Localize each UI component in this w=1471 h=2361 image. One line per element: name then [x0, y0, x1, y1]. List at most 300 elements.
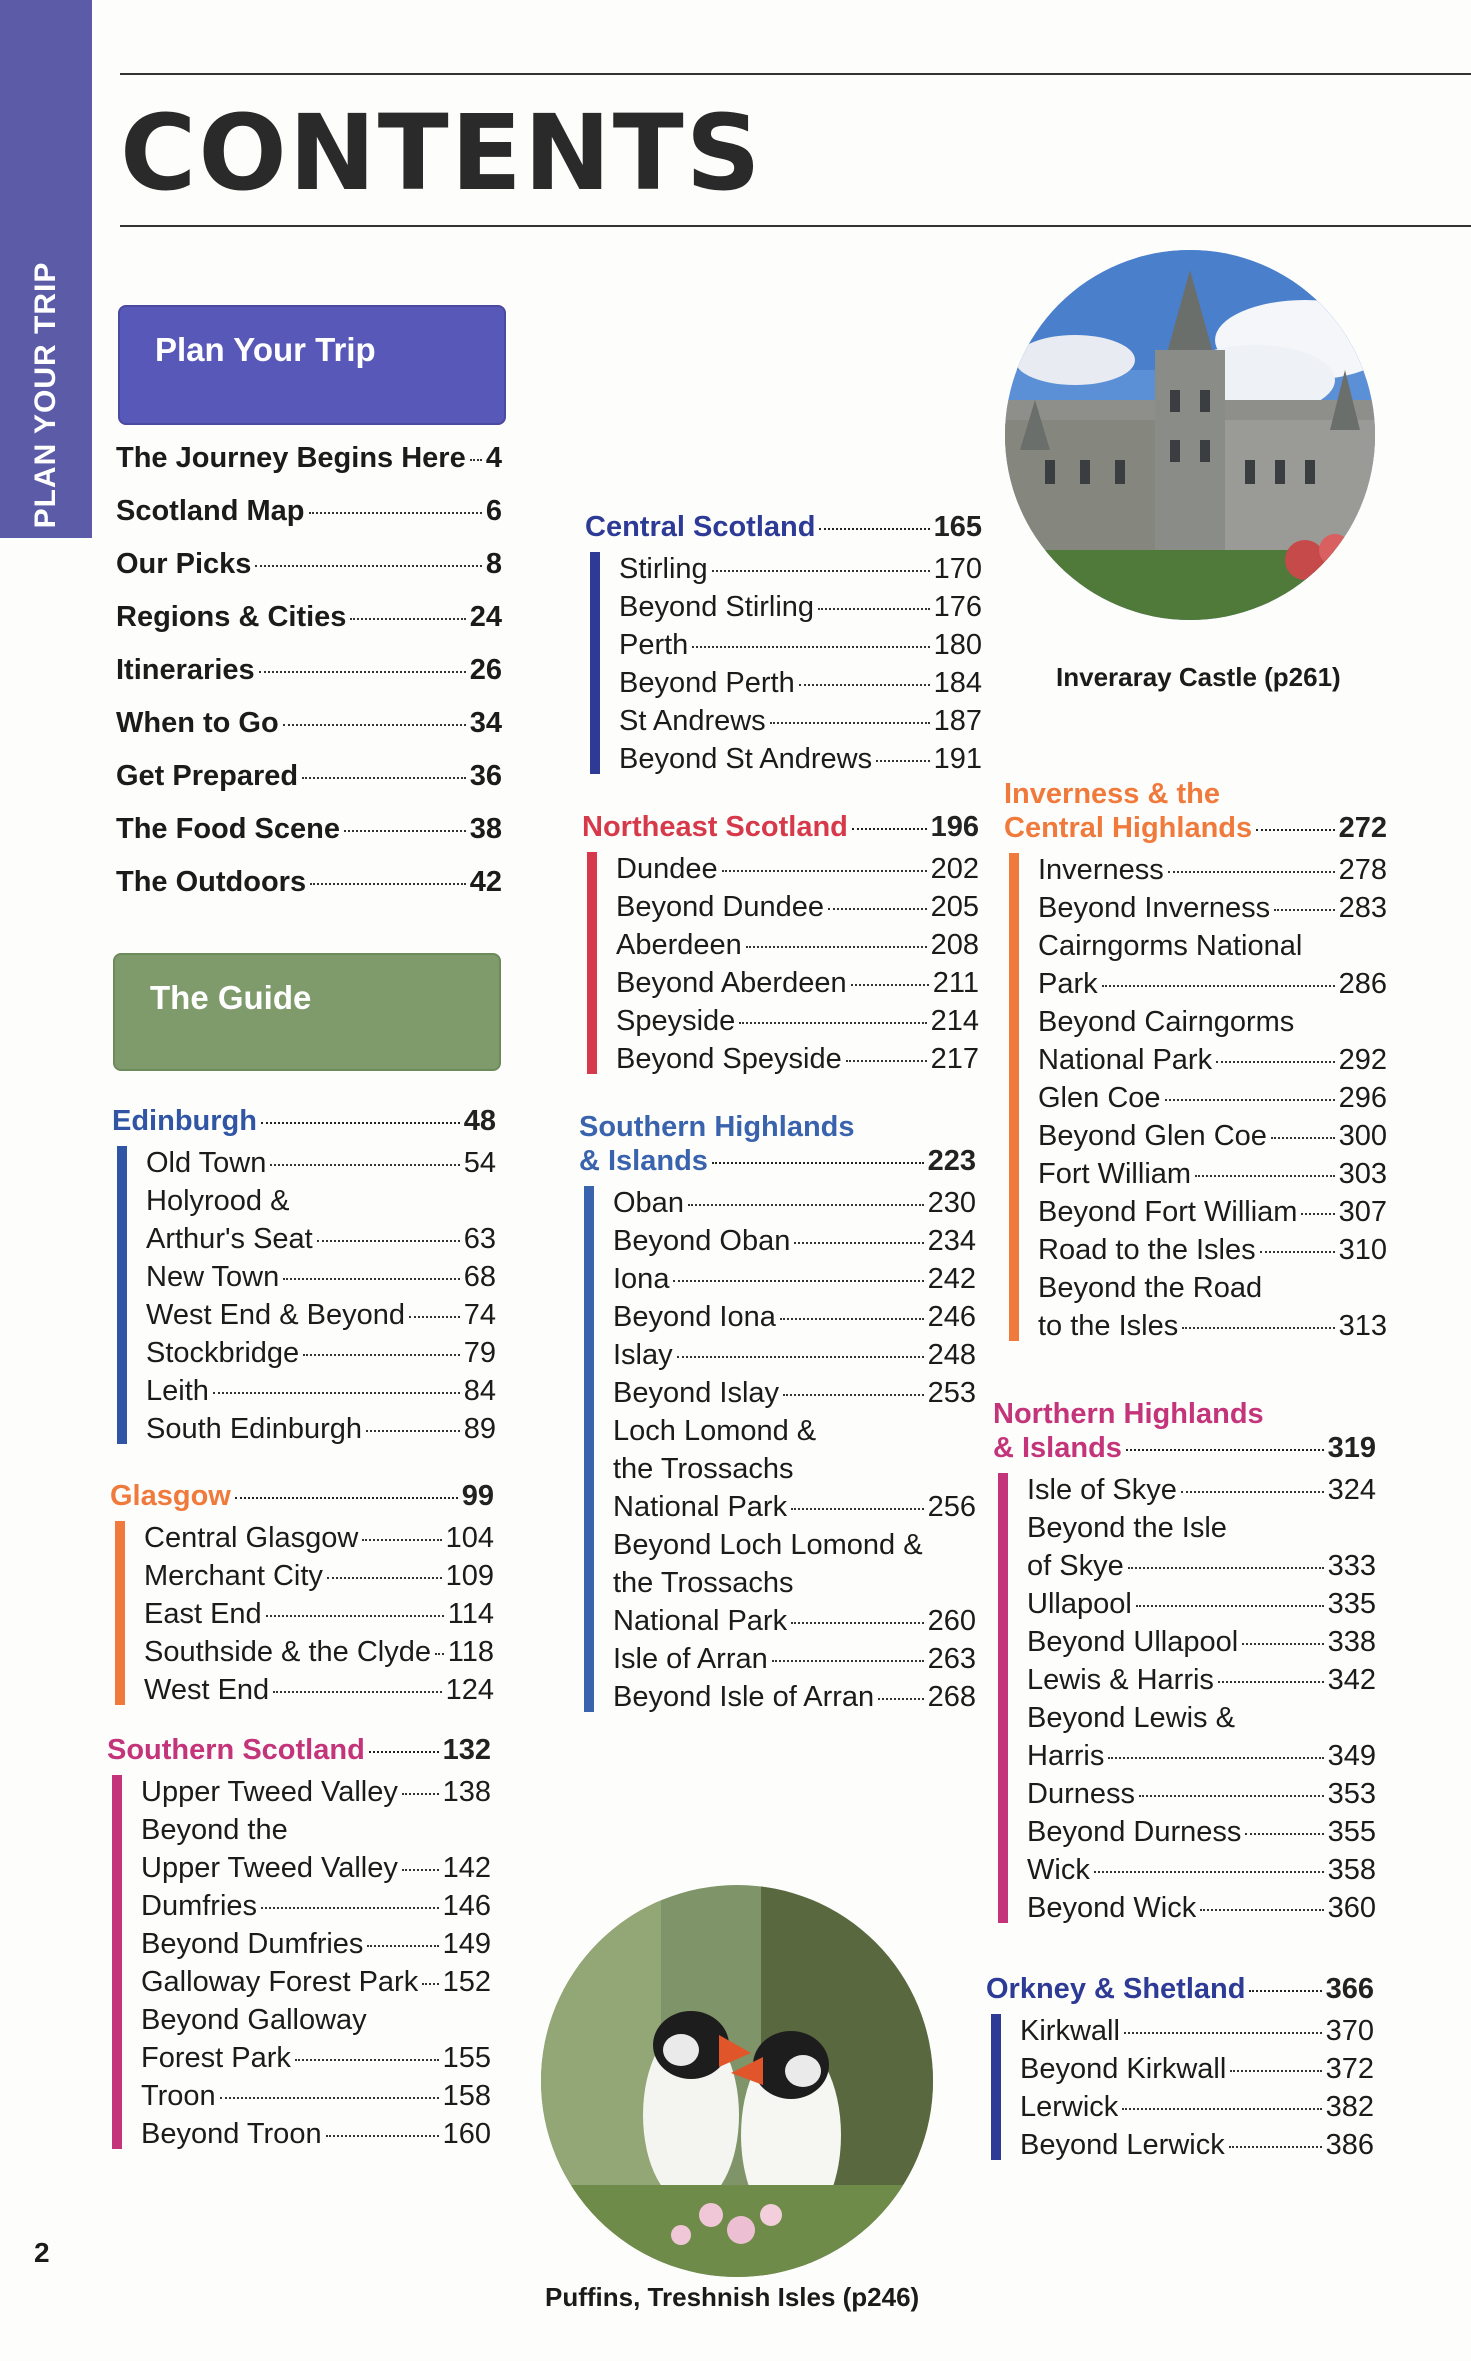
toc-entry-page: 382 [1325, 2091, 1374, 2123]
section-color-bar [584, 1186, 594, 1712]
leader-dots [828, 908, 927, 910]
plan-item-page: 8 [485, 548, 502, 580]
toc-entry[interactable] [613, 1678, 976, 1716]
leader-dots [366, 1430, 460, 1432]
leader-dots [261, 1907, 439, 1909]
leader-dots [1200, 1909, 1323, 1911]
toc-entry-label: Aberdeen [616, 929, 742, 961]
toc-entry-line: Beyond Lewis & [1027, 1702, 1235, 1734]
leader-dots [852, 828, 927, 830]
toc-entry-page: 214 [930, 1005, 979, 1037]
toc-entry-label: Beyond Inverness [1038, 892, 1271, 924]
toc-entry[interactable] [1038, 1155, 1387, 1193]
toc-entry-page: 211 [932, 967, 979, 999]
leader-dots [876, 760, 930, 762]
leader-dots [1301, 1213, 1334, 1215]
guide-banner-label: The Guide [150, 979, 312, 1016]
toc-entry-page: 333 [1327, 1550, 1376, 1582]
section-title-line2: Central Highlands [1004, 812, 1253, 844]
toc-entry-label: Troon [141, 2080, 216, 2112]
leader-dots [1245, 1833, 1323, 1835]
section-page: 319 [1327, 1432, 1376, 1464]
toc-entry-page: 230 [927, 1187, 976, 1219]
toc-entry-line: Beyond the Isle [1027, 1512, 1227, 1544]
toc-entry-label: Beyond Troon [141, 2118, 322, 2150]
toc-entry-label: Upper Tweed Valley [141, 1776, 398, 1808]
toc-entry-label: Upper Tweed Valley [141, 1852, 398, 1884]
toc-entry[interactable] [1027, 1585, 1376, 1623]
toc-entry[interactable] [1038, 1231, 1387, 1269]
toc-entry-page: 160 [442, 2118, 491, 2150]
toc-entry[interactable] [616, 888, 979, 926]
plan-item[interactable] [116, 866, 502, 919]
toc-entry[interactable] [619, 702, 982, 740]
toc-entry[interactable] [616, 1040, 979, 1078]
toc-entry[interactable] [1027, 1509, 1376, 1585]
leader-dots [1256, 829, 1334, 831]
leader-dots [780, 1318, 924, 1320]
section-entries [579, 1184, 976, 1716]
section-heading[interactable] [1004, 777, 1387, 845]
toc-entry-label: Ullapool [1027, 1588, 1132, 1620]
toc-entry-page: 278 [1338, 854, 1387, 886]
toc-entry-page: 124 [445, 1674, 494, 1706]
section-page: 48 [463, 1105, 496, 1137]
plan-item-page: 38 [469, 813, 502, 845]
leader-dots [1181, 1491, 1324, 1493]
toc-entry-page: 109 [445, 1560, 494, 1592]
toc-entry-label: Islay [613, 1339, 673, 1371]
section-title: Northeast Scotland [582, 811, 848, 843]
toc-entry-line: Loch Lomond & [613, 1415, 817, 1447]
toc-entry-page: 310 [1338, 1234, 1387, 1266]
section-heading[interactable] [112, 1104, 496, 1138]
leader-dots [1165, 1099, 1335, 1101]
toc-entry[interactable] [141, 2115, 491, 2153]
toc-entry-label: Wick [1027, 1854, 1090, 1886]
plan-item-label: The Outdoors [116, 866, 307, 898]
toc-entry-label: West End & Beyond [146, 1299, 406, 1331]
toc-entry[interactable] [619, 626, 982, 664]
section-glasgow [110, 1479, 494, 1709]
section-entries [585, 550, 982, 778]
toc-entry-label: Beyond Dumfries [141, 1928, 364, 1960]
toc-entry[interactable] [613, 1374, 976, 1412]
toc-entry-page: 187 [933, 705, 982, 737]
toc-entry-label: Lerwick [1020, 2091, 1119, 2123]
leader-dots [220, 2097, 439, 2099]
toc-entry-page: 342 [1327, 1664, 1376, 1696]
leader-dots [819, 528, 929, 530]
toc-entry[interactable] [1038, 889, 1387, 927]
plan-item-label: Scotland Map [116, 495, 305, 527]
toc-entry[interactable] [619, 588, 982, 626]
toc-entry[interactable] [1038, 1269, 1387, 1345]
leader-dots [1249, 1990, 1321, 1992]
plan-banner-label: Plan Your Trip [155, 331, 376, 368]
leader-dots [818, 608, 930, 610]
leader-dots [1126, 1449, 1324, 1451]
toc-entry[interactable] [1027, 1699, 1376, 1775]
toc-entry[interactable] [1027, 1775, 1376, 1813]
toc-entry-page: 68 [463, 1261, 496, 1293]
toc-entry-label: Beyond Wick [1027, 1892, 1197, 1924]
section-page: 196 [930, 811, 979, 843]
toc-entry-label: Beyond Glen Coe [1038, 1120, 1267, 1152]
toc-entry-label: Beyond Oban [613, 1225, 791, 1257]
leader-dots [1242, 1643, 1323, 1645]
plan-item-page: 26 [469, 654, 502, 686]
toc-entry-page: 208 [930, 929, 979, 961]
toc-entry-label: Dundee [616, 853, 718, 885]
toc-entry[interactable] [141, 1963, 491, 2001]
section-edinburgh [112, 1104, 496, 1448]
toc-entry-page: 146 [442, 1890, 491, 1922]
toc-entry[interactable] [1020, 2012, 1374, 2050]
toc-entry[interactable] [613, 1298, 976, 1336]
plan-item-page: 34 [469, 707, 502, 739]
toc-entry[interactable] [613, 1412, 976, 1526]
leader-dots [261, 1122, 460, 1124]
toc-entry-page: 180 [933, 629, 982, 661]
plan-item[interactable] [116, 601, 502, 654]
toc-entry-label: Speyside [616, 1005, 736, 1037]
toc-entry-label: Fort William [1038, 1158, 1192, 1190]
toc-entry-label: Beyond Speyside [616, 1043, 842, 1075]
toc-entry[interactable] [146, 1334, 496, 1372]
toc-entry[interactable] [144, 1633, 494, 1671]
toc-entry[interactable] [619, 664, 982, 702]
section-color-bar [115, 1521, 125, 1705]
toc-entry-page: 335 [1327, 1588, 1376, 1620]
leader-dots [712, 1162, 924, 1164]
leader-dots [1139, 1795, 1324, 1797]
plan-item[interactable] [116, 813, 502, 866]
plan-item-label: Our Picks [116, 548, 252, 580]
toc-entry-label: Arthur's Seat [146, 1223, 313, 1255]
leader-dots [1274, 909, 1334, 911]
toc-entry-page: 260 [927, 1605, 976, 1637]
section-color-bar [998, 1473, 1008, 1923]
toc-entry-label: Beyond Stirling [619, 591, 815, 623]
toc-entry[interactable] [141, 1887, 491, 1925]
toc-entry[interactable] [141, 1773, 491, 1811]
toc-entry-page: 256 [927, 1491, 976, 1523]
section-title-line1: Southern Highlands [579, 1111, 855, 1143]
leader-dots [402, 1793, 439, 1795]
toc-entry-label: Beyond Ullapool [1027, 1626, 1239, 1658]
toc-entry-page: 253 [927, 1377, 976, 1409]
toc-entry-line: Beyond the [141, 1814, 288, 1846]
section-heading[interactable] [579, 1110, 976, 1178]
toc-entry-page: 155 [442, 2042, 491, 2074]
toc-entry-label: Durness [1027, 1778, 1135, 1810]
toc-entry-label: Leith [146, 1375, 209, 1407]
section-title-line2: & Islands [579, 1145, 708, 1177]
toc-entry[interactable] [616, 1002, 979, 1040]
leader-dots [799, 684, 930, 686]
toc-entry[interactable] [616, 850, 979, 888]
toc-entry[interactable] [1027, 1623, 1376, 1661]
toc-entry[interactable] [1027, 1851, 1376, 1889]
plan-item[interactable] [116, 548, 502, 601]
toc-entry[interactable] [144, 1671, 494, 1709]
side-tab-label: PLAN YOUR TRIP [29, 261, 62, 529]
leader-dots [1271, 1137, 1335, 1139]
leader-dots [770, 722, 930, 724]
section-northern-highlands [993, 1397, 1376, 1927]
toc-entry-line: Cairngorms National [1038, 930, 1303, 962]
toc-entry[interactable] [1038, 1079, 1387, 1117]
toc-entry-page: 63 [463, 1223, 496, 1255]
plan-item-label: The Food Scene [116, 813, 340, 845]
section-title: Glasgow [110, 1480, 231, 1512]
toc-entry[interactable] [1020, 2126, 1374, 2164]
section-heading[interactable] [993, 1397, 1376, 1465]
plan-item-page: 42 [469, 866, 502, 898]
toc-entry-label: Beyond St Andrews [619, 743, 873, 775]
plan-item-page: 6 [485, 495, 502, 527]
toc-entry-label: Central Glasgow [144, 1522, 359, 1554]
toc-entry[interactable] [1027, 1813, 1376, 1851]
leader-dots [739, 1022, 926, 1024]
toc-entry[interactable] [144, 1519, 494, 1557]
toc-entry-line: Beyond the Road [1038, 1272, 1263, 1304]
toc-entry[interactable] [141, 2001, 491, 2077]
toc-entry-label: East End [144, 1598, 262, 1630]
puffins-caption: Puffins, Treshnish Isles (p246) [545, 2282, 920, 2312]
leader-dots [1128, 1567, 1324, 1569]
toc-entry-page: 349 [1327, 1740, 1376, 1772]
toc-entry-page: 176 [933, 591, 982, 623]
toc-entry[interactable] [1038, 1117, 1387, 1155]
side-tab [0, 0, 92, 538]
toc-entry-label: Isle of Arran [613, 1643, 768, 1675]
toc-entry-label: Old Town [146, 1147, 267, 1179]
toc-entry-label: of Skye [1027, 1550, 1124, 1582]
leader-dots [783, 1394, 924, 1396]
toc-entry[interactable] [1038, 1003, 1387, 1079]
leader-dots [851, 984, 929, 986]
toc-entry-label: Southside & the Clyde [144, 1636, 431, 1668]
section-color-bar [117, 1146, 127, 1444]
toc-entry[interactable] [619, 740, 982, 778]
plan-item[interactable] [116, 760, 502, 813]
toc-entry-page: 149 [442, 1928, 491, 1960]
leader-dots [402, 1869, 439, 1871]
leader-dots [1124, 2032, 1322, 2034]
section-entries [1004, 851, 1387, 1345]
leader-dots [259, 671, 466, 673]
toc-entry-page: 286 [1338, 968, 1387, 1000]
toc-entry-page: 152 [442, 1966, 491, 1998]
toc-entry-label: Galloway Forest Park [141, 1966, 419, 1998]
section-heading[interactable] [585, 510, 982, 544]
toc-entry-label: Inverness [1038, 854, 1164, 886]
plan-item-page: 24 [469, 601, 502, 633]
section-entries [582, 850, 979, 1078]
leader-dots [1168, 871, 1335, 873]
toc-entry[interactable] [144, 1595, 494, 1633]
toc-entry-page: 202 [930, 853, 979, 885]
toc-entry-page: 170 [933, 553, 982, 585]
toc-entry-page: 372 [1325, 2053, 1374, 2085]
leader-dots [369, 1751, 439, 1753]
toc-entry-label: St Andrews [619, 705, 766, 737]
toc-entry[interactable] [146, 1372, 496, 1410]
puffins-photo [541, 1885, 933, 2277]
toc-entry-line: Beyond Cairngorms [1038, 1006, 1295, 1038]
leader-dots [846, 1060, 927, 1062]
section-color-bar [991, 2014, 1001, 2160]
toc-entry-page: 370 [1325, 2015, 1374, 2047]
toc-entry[interactable] [613, 1184, 976, 1222]
toc-entry[interactable] [146, 1296, 496, 1334]
section-entries [993, 1471, 1376, 1927]
toc-entry-label: Stirling [619, 553, 708, 585]
toc-entry-label: Glen Coe [1038, 1082, 1161, 1114]
plan-item-page: 36 [469, 760, 502, 792]
plan-item[interactable] [116, 654, 502, 707]
toc-entry[interactable] [144, 1557, 494, 1595]
section-entries [112, 1144, 496, 1448]
toc-entry[interactable] [613, 1260, 976, 1298]
toc-entry-page: 142 [442, 1852, 491, 1884]
plan-item-label: When to Go [116, 707, 279, 739]
toc-entry[interactable] [1038, 1193, 1387, 1231]
toc-entry-label: Forest Park [141, 2042, 291, 2074]
section-color-bar [590, 552, 600, 774]
castle-caption: Inveraray Castle (p261) [1056, 662, 1341, 692]
leader-dots [303, 1354, 460, 1356]
top-rule [120, 73, 1471, 75]
section-entries [986, 2012, 1374, 2164]
toc-entry[interactable] [616, 964, 979, 1002]
toc-entry-page: 246 [927, 1301, 976, 1333]
page-number: 2 [34, 2237, 50, 2268]
toc-entry-page: 248 [927, 1339, 976, 1371]
section-southern-scotland [107, 1733, 491, 2153]
leader-dots [235, 1497, 458, 1499]
toc-entry[interactable] [613, 1640, 976, 1678]
leader-dots [712, 570, 930, 572]
section-title-line2: & Islands [993, 1432, 1122, 1464]
leader-dots [1136, 1605, 1324, 1607]
plan-item[interactable] [116, 442, 502, 495]
toc-entry-line: Holyrood & [146, 1185, 290, 1217]
leader-dots [367, 1945, 438, 1947]
leader-dots [794, 1242, 923, 1244]
section-orkney-shetland [986, 1972, 1374, 2164]
section-heading[interactable] [986, 1972, 1374, 2006]
toc-entry-page: 324 [1327, 1474, 1376, 1506]
toc-entry[interactable] [616, 926, 979, 964]
toc-entry-page: 138 [442, 1776, 491, 1808]
toc-entry-page: 355 [1327, 1816, 1376, 1848]
toc-entry-label: Road to the Isles [1038, 1234, 1256, 1266]
the-guide-banner [113, 953, 501, 1071]
leader-dots [283, 1278, 459, 1280]
toc-entry-page: 292 [1338, 1044, 1387, 1076]
plan-item[interactable] [116, 707, 502, 760]
toc-entry-line: the Trossachs [613, 1453, 794, 1485]
leader-dots [1195, 1175, 1335, 1177]
toc-entry-label: Beyond Islay [613, 1377, 780, 1409]
toc-entry-label: National Park [613, 1491, 788, 1523]
toc-entry[interactable] [146, 1144, 496, 1182]
leader-dots [409, 1316, 460, 1318]
toc-entry[interactable] [1020, 2050, 1374, 2088]
leader-dots [435, 1653, 444, 1655]
toc-entry-label: Beyond Dundee [616, 891, 824, 923]
plan-item[interactable] [116, 495, 502, 548]
section-title: Central Scotland [585, 511, 816, 543]
toc-entry[interactable] [1038, 927, 1387, 1003]
toc-entry[interactable] [1027, 1661, 1376, 1699]
toc-entry[interactable] [146, 1258, 496, 1296]
toc-entry[interactable] [141, 1925, 491, 1963]
toc-entry[interactable] [1038, 851, 1387, 889]
toc-entry-label: National Park [613, 1605, 788, 1637]
leader-dots [344, 830, 466, 832]
toc-entry-page: 79 [463, 1337, 496, 1369]
toc-entry-label: Beyond Perth [619, 667, 795, 699]
section-title-line1: Northern Highlands [993, 1398, 1264, 1430]
leader-dots [1218, 1681, 1324, 1683]
leader-dots [273, 1691, 441, 1693]
toc-entry[interactable] [619, 550, 982, 588]
toc-entry[interactable] [141, 2077, 491, 2115]
leader-dots [746, 946, 927, 948]
toc-entry-page: 353 [1327, 1778, 1376, 1810]
toc-entry[interactable] [146, 1410, 496, 1448]
toc-entry-label: Harris [1027, 1740, 1105, 1772]
section-heading[interactable] [582, 810, 979, 844]
toc-entry[interactable] [1020, 2088, 1374, 2126]
toc-entry-label: Iona [613, 1263, 670, 1295]
plan-item-label: Regions & Cities [116, 601, 347, 633]
toc-entry[interactable] [613, 1336, 976, 1374]
leader-dots [270, 1164, 459, 1166]
section-color-bar [587, 852, 597, 1074]
toc-entry-page: 283 [1338, 892, 1387, 924]
leader-dots [1216, 1061, 1335, 1063]
section-northeast-scotland [582, 810, 979, 1078]
section-entries [107, 1773, 491, 2153]
section-heading[interactable] [110, 1479, 494, 1513]
section-title: Edinburgh [112, 1105, 257, 1137]
toc-entry-page: 104 [445, 1522, 494, 1554]
toc-entry-label: Lewis & Harris [1027, 1664, 1214, 1696]
toc-entry-label: South Edinburgh [146, 1413, 363, 1445]
toc-entry[interactable] [141, 1811, 491, 1887]
toc-entry[interactable] [1027, 1889, 1376, 1927]
toc-entry[interactable] [613, 1222, 976, 1260]
toc-entry-page: 84 [463, 1375, 496, 1407]
toc-entry[interactable] [146, 1182, 496, 1258]
section-entries [110, 1519, 494, 1709]
plan-item-page: 4 [485, 442, 502, 474]
leader-dots [673, 1280, 923, 1282]
toc-entry-page: 307 [1338, 1196, 1387, 1228]
toc-entry-page: 205 [930, 891, 979, 923]
leader-dots [1260, 1251, 1335, 1253]
plan-your-trip-banner [118, 305, 506, 425]
toc-entry[interactable] [613, 1526, 976, 1640]
toc-entry-page: 268 [927, 1681, 976, 1713]
section-heading[interactable] [107, 1733, 491, 1767]
toc-entry[interactable] [1027, 1471, 1376, 1509]
